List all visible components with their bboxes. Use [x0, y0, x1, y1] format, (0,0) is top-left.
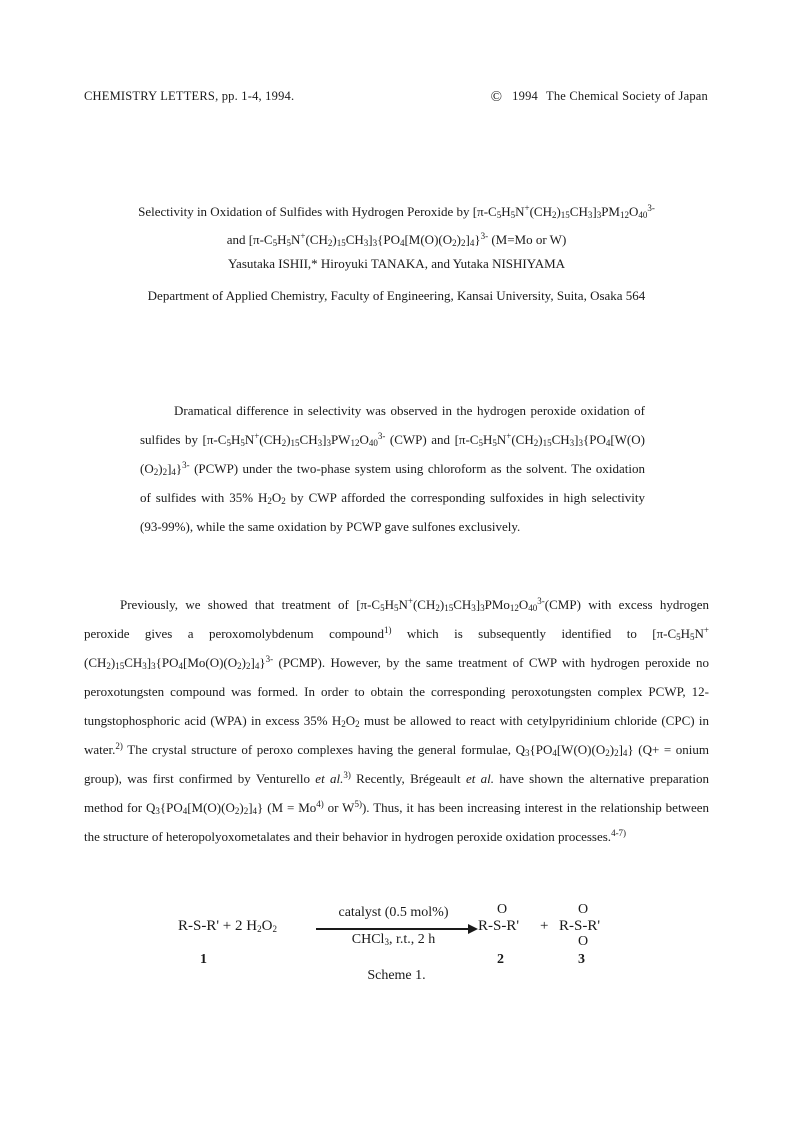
scheme-conditions: CHCl$_3$, r.t., 2 h	[351, 932, 436, 947]
scheme-catalyst: catalyst (0.5 mol%)	[338, 905, 449, 920]
copyright-symbol: ©	[490, 89, 503, 105]
title-line-1: Selectivity in Oxidation of Sulfides with Hydrogen Peroxide by $[\pi-C_5H_5N^+(CH_2)_{15}CH_3]_3PM_{12}O_{40}^{3-}$	[138, 203, 655, 220]
compound-label-3: 3	[578, 952, 585, 967]
reference-4-7: 4-7)	[611, 828, 627, 838]
reference-1: 1)	[383, 625, 392, 635]
reaction-arrow	[316, 928, 471, 930]
scheme-plus: +	[540, 918, 549, 934]
scheme-reactants: R-S-R' + 2 $H_2O_2$	[178, 918, 277, 934]
body-text	[84, 590, 709, 851]
compound-label-1: 1	[200, 952, 207, 967]
journal-header: CHEMISTRY LETTERS, pp. 1-4, 1994.	[84, 89, 295, 103]
body-paragraph: Previously, we showed that treatment of $[\pi-C_5H_5N^+(CH_2)_{15}CH_3]_3PMo_{12}O_{40}^{3-}(CMP)$ with excess hydrogen peroxide gives a peroxomolybdenum compound$^{1)}$ which is subsequently identified to $[\pi-C_5H_5N^+(CH_2)_{15}CH_3]_3\{PO_4[Mo(O)(O_2)_2]_4\}^{3-}$ (PCMP). However, by the same treatment of CWP with hydrogen peroxide no peroxotungsten compound was formed. In order to obtain the corresponding peroxotungsten complex PCWP, 12-tungstophosphoric acid (WPA) in excess 35% $H_2O_2$ must be allowed to react with cetylpyridinium chloride (CPC) in water.$^{2)}$ The crystal structure of peroxo complexes having the general formulae, $Q_3\{PO_4[W(O)(O_2)_2]_4\} (Q+$ = onium group), was first confirmed by Venturello et al.$^{3)}$ Recently, Brégeault et al. have shown the alternative preparation method for $Q_3\{PO_4[M(O)(O_2)_2]_4\} (M = Mo^{4)}$ or $W^{5)}$). Thus, it has been increasing interest in the relationship between the structure of heteropolyoxometalates and their behavior in hydrogen peroxide oxidation processes.$^{4-7)}$	[84, 596, 710, 844]
affiliation: Department of Applied Chemistry, Faculty of Engineering, Kansai University, Suita, Osaka 564	[147, 288, 646, 303]
product-2: R-S-R'	[478, 918, 520, 934]
compound-label-2: 2	[497, 952, 504, 967]
abstract-paragraph: Dramatical difference in selectivity was observed in the hydrogen peroxide oxidation of sulfides by $[\pi-C_5H_5N^+(CH_2)_{15}CH_3]_3PW_{12}O_{40}^{3-}$ (CWP) and $[\pi-C_5H_5N^+(CH_2)_{15}CH_3]_3\{PO_4[W(O)(O_2)_2]_4\}^{3-}$ (PCWP) under the two-phase system using chloroform as the solvent. The oxidation of sulfides with 35% $H_2O_2$ by CWP afforded the corresponding sulfoxides in high selectivity (93-99%), while the same oxidation by PCWP gave sulfones exclusively.	[140, 403, 646, 534]
reference-4: 4)	[316, 799, 324, 809]
reference-3: 3)	[343, 770, 351, 780]
society-name: The Chemical Society of Japan	[545, 89, 708, 103]
abstract	[140, 396, 645, 541]
author-list: Yasutaka ISHII,* Hiroyuki TANAKA, and Yutaka NISHIYAMA	[227, 256, 566, 271]
copyright-header	[491, 89, 708, 106]
sulfoxide-oxygen: O	[497, 902, 508, 917]
reference-5: 5)	[354, 799, 362, 809]
sulfone-oxygen-top: O	[578, 902, 589, 917]
reference-2: 2)	[115, 741, 123, 751]
scheme-caption: Scheme 1.	[367, 968, 426, 983]
sulfone-oxygen-bottom: O	[578, 934, 589, 949]
copyright-year: 1994	[512, 89, 538, 103]
paper-title	[60, 198, 733, 254]
product-3: R-S-R'	[559, 918, 601, 934]
title-line-2: and $[\pi-C_5H_5N^+(CH_2)_{15}CH_3]_3\{PO_4[M(O)(O_2)_2]_4\}^{3-}$ (M=Mo or W)	[226, 231, 567, 248]
